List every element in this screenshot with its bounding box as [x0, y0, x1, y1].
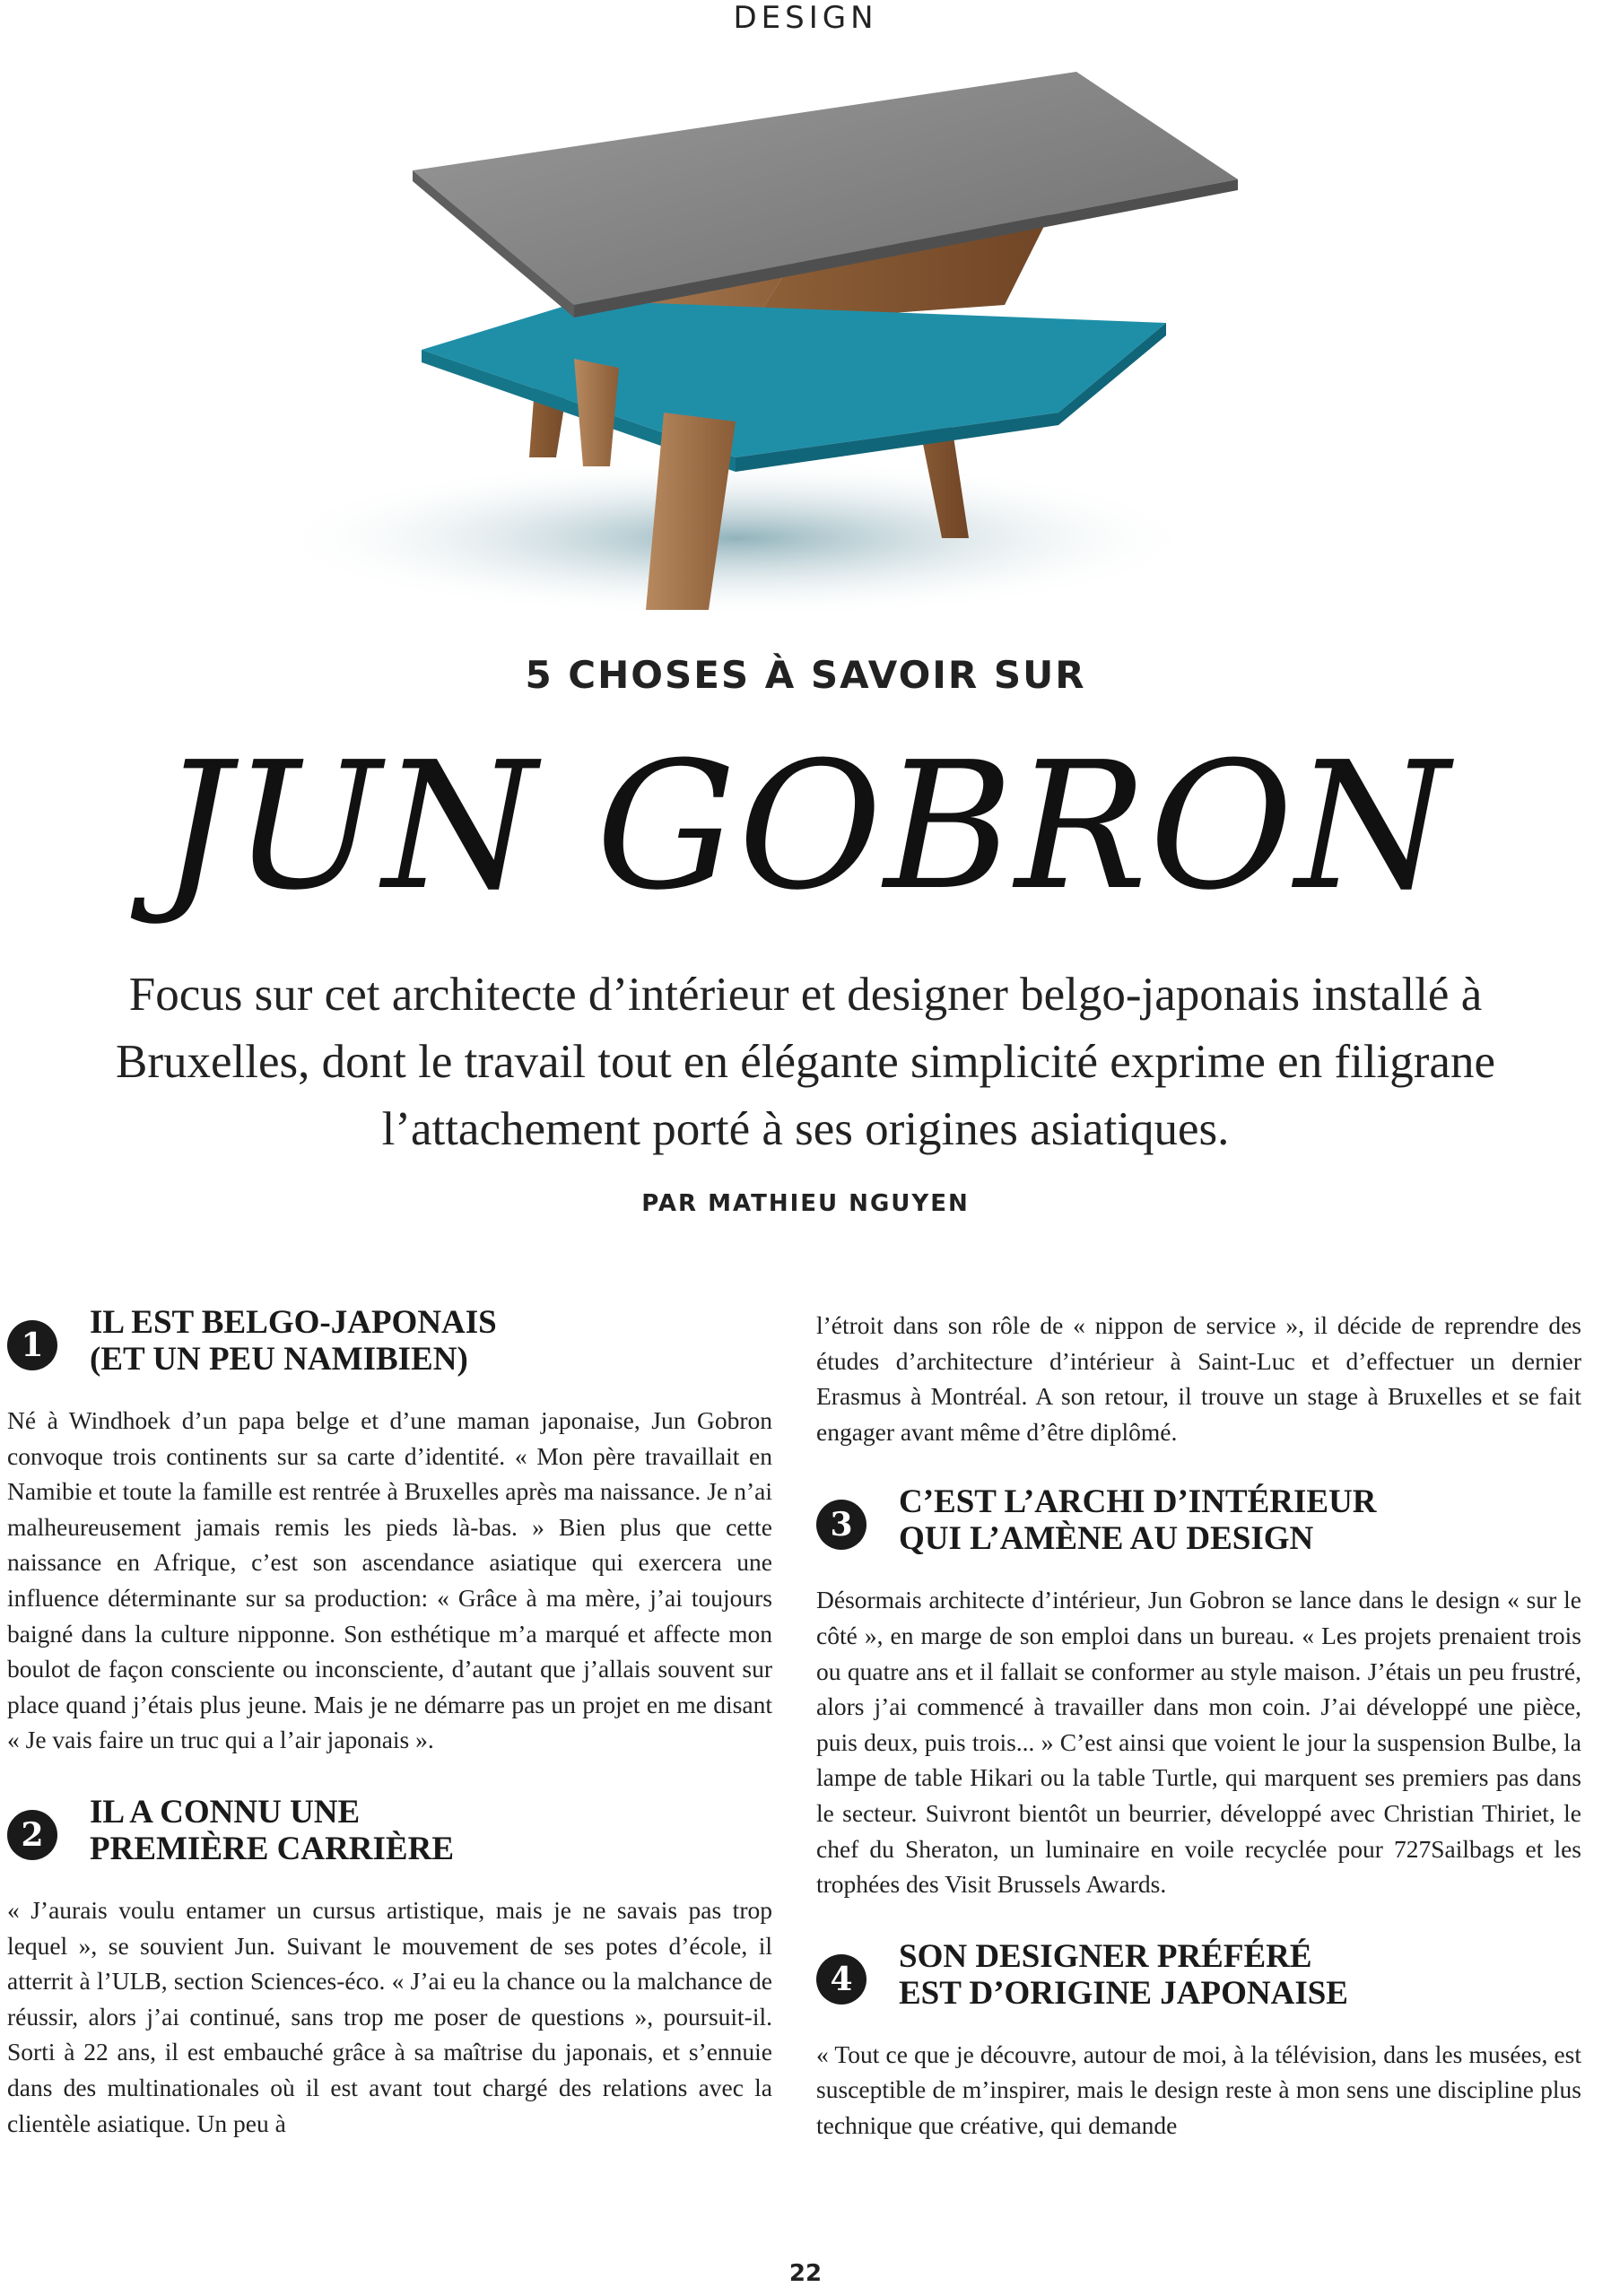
section-title [90, 1304, 497, 1378]
section-heading [816, 1483, 1581, 1558]
section-heading [7, 1304, 772, 1378]
article-byline: PAR MATHIEU NGUYEN [641, 1190, 970, 1217]
section-title-line: PREMIÈRE CARRIÈRE [90, 1830, 455, 1867]
section-number-badge: 3 [816, 1500, 866, 1550]
section-body: « J’aurais voulu entamer un cursus artistique, mais je ne savais pas trop lequel », se souvient Jun. Suivant le mouvement de ses potes d’école, il atterrit à l’ULB, section Sciences-éco. « J’ai eu la chance ou la malchance de réussir, alors j’ai continué, sans trop me poser de questions », poursuit-il. Sorti à 22 ans, il est embauché grâce à sa maîtrise du japonais, et s’ennuie dans des multinationales où il est avant tout chargé des relations avec la clientèle asiatique. Un peu à [7, 1895, 772, 2137]
section-body: Désormais architecte d’intérieur, Jun Gobron se lance dans le design « sur le côté », en marge de son emploi dans un bureau. « Les projets prenaient trois ou quatre ans et il fallait se conformer au style maison. J’étais un peu frustré, alors j’ai commencé à travailler dans mon coin. J’ai développé une pièce, puis deux, puis trois... » C’est ainsi que voient le jour la suspension Bulbe, la lampe de table Hikari ou la table Turtle, qui marquent ses premiers pas dans le secteur. Suivront bientôt un beurrier, développé avec Christian Thiriet, le chef du Sheraton, un luminaire en voile recyclée pour 727Sailbags et les trophées des Visit Brussels Awards. [816, 1586, 1581, 1899]
section-title-line: C’EST L’ARCHI D’INTÉRIEUR [899, 1483, 1377, 1521]
section-title [899, 1938, 1348, 2012]
section-title-line: SON DESIGNER PRÉFÉRÉ [899, 1937, 1312, 1975]
section-title-line: EST D’ORIGINE JAPONAISE [899, 1974, 1348, 2012]
section-number-badge: 2 [7, 1810, 57, 1860]
article-kicker: 5 CHOSES À SAVOIR SUR [525, 653, 1086, 697]
section-body: Né à Windhoek d’un papa belge et d’une maman japonaise, Jun Gobron convoque trois continents sur sa carte d’identité. « Mon père travaillait en Namibie et toute la famille est rentrée à Bruxelles après ma naissance. Je n’ai malheureusement jamais remis les pieds là-bas. » Bien plus que cette naissance en Afrique, c’est son ascendance asiatique qui exercera une influence déterminante sur sa production: « Grâce à ma mère, j’ai toujours baigné dans la culture nipponne. Son esthétique m’a marqué et affecte mon boulot de façon consciente ou inconsciente, d’autant que j’allais souvent sur place quand j’étais plus jeune. Mais je ne démarre pas un projet en me disant « Je vais faire un truc qui a l’air japonais ». [7, 1406, 772, 1754]
section-body-continuation: l’étroit dans son rôle de « nippon de service », il décide de reprendre des études d’architecture d’intérieur à Saint-Luc et d’effectuer un dernier Erasmus à Montréal. A son retour, il trouve un stage à Bruxelles et se fait engager avant même d’être diplômé. [816, 1311, 1581, 1446]
right-column [816, 1308, 1581, 2183]
section-title [90, 1794, 454, 1867]
section-title-line: QUI L’AMÈNE AU DESIGN [899, 1520, 1314, 1558]
section-title-line: IL A CONNU UNE [90, 1793, 361, 1831]
section-heading [816, 1937, 1581, 2012]
section-title [899, 1483, 1377, 1557]
page-number: 22 [788, 2260, 823, 2287]
section-heading [7, 1793, 772, 1867]
coffee-table-image [197, 36, 1414, 610]
article-title: JUN GOBRON [160, 725, 1451, 929]
section-label: DESIGN [733, 0, 878, 36]
section-title-line: IL EST BELGO-JAPONAIS [90, 1304, 497, 1341]
section-title-line: (ET UN PEU NAMIBIEN) [90, 1341, 468, 1378]
left-column [7, 1304, 772, 2180]
article-standfirst: Focus sur cet architecte d’intérieur et designer belgo-japonais installé à Bruxelles, dont le travail tout en élégante simplicité exprime en filigrane l’attachement porté à ses origines asiatiques. [116, 969, 1495, 1155]
section-number-badge: 4 [816, 1954, 866, 2005]
section-body: « Tout ce que je découvre, autour de moi, à la télévision, dans les musées, est susceptible de m’inspirer, mais le design reste à mon sens une discipline plus technique que créative, qui demande [816, 2039, 1581, 2139]
section-number-badge: 1 [7, 1320, 57, 1370]
